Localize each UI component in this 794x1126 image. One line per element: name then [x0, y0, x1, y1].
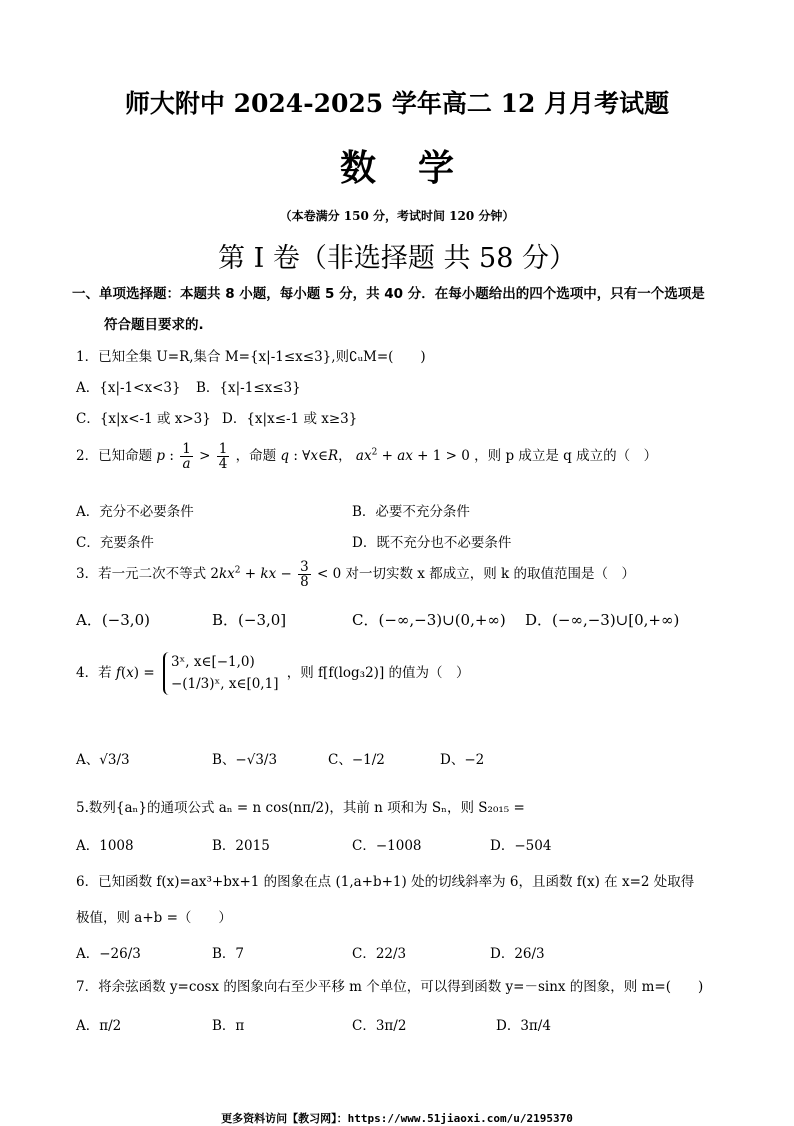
- q6-stem-line1: 6．已知函数 f(x)=ax³+bx+1 的图象在点 (1,a+b+1) 处的切线斜率为 6，且函数 f(x) 在 x=2 处取得: [76, 874, 695, 890]
- q5-option-a: A．1008: [76, 838, 134, 854]
- q2-option-d: D．既不充分也不必要条件: [352, 535, 512, 551]
- q5-stem: 5.数列{aₙ}的通项公式 aₙ = n cos(nπ/2)，其前 n 项和为 Sₙ，则 S₂₀₁₅ =: [76, 800, 525, 816]
- q7-option-d: D．3π/4: [496, 1018, 551, 1034]
- q7-option-b: B．π: [212, 1018, 245, 1034]
- exam-note: （本卷满分 150 分，考试时间 120 分钟）: [279, 209, 515, 223]
- q5-option-b: B．2015: [212, 838, 270, 854]
- q2-option-c: C．充要条件: [76, 535, 154, 551]
- q4-option-b: B、−√3/3: [212, 752, 278, 768]
- q2-option-b: B．必要不充分条件: [352, 504, 470, 520]
- q6-option-a: A．−26/3: [76, 946, 141, 962]
- q3-stem: 3．若一元二次不等式 $2kx^2$ + kx − $\frac{3}{8}$ < 0 对一切实数 x 都成立，则 k 的取值范围是（ ）: [76, 559, 635, 591]
- q6-option-b: B．7: [212, 946, 245, 962]
- q1-option-c: C．{x|x<-1 或 x>3}: [76, 411, 211, 427]
- q3-option-d: D．(−∞,−3)∪[0,+∞): [525, 611, 680, 629]
- volume-heading: 第 I 卷（非选择题 共 58 分）: [218, 243, 576, 274]
- q3-option-c: C．(−∞,−3)∪(0,+∞): [352, 611, 506, 629]
- q6-option-d: D．26/3: [490, 946, 545, 962]
- q4-option-a: A、√3/3: [76, 752, 130, 768]
- section-instruction-cont: 符合题目要求的.: [104, 317, 204, 333]
- q3-option-b: B．(−3,0]: [212, 611, 287, 629]
- q4-piecewise: 3ˣ, x∈[−1,0) −(1/3)ˣ, x∈[0,1]: [163, 652, 279, 695]
- q2-option-a: A．充分不必要条件: [76, 504, 194, 520]
- q3-option-a: A．(−3,0): [76, 611, 150, 629]
- subject-heading: 数学: [339, 147, 496, 189]
- q2-stem: 2．已知命题 p : $\frac{1}{a}$ > $\frac{1}{4}$ ，命题 q : ∀x∈R， $ax^2$ + ax + 1 > 0 ，则 p 成立是 q 成立的（ ）: [76, 441, 658, 473]
- q5-option-c: C．−1008: [352, 838, 422, 854]
- q5-option-d: D．−504: [490, 838, 552, 854]
- q4-option-c: C、−1/2: [328, 752, 385, 768]
- exam-title: 师大附中 2024-2025 学年高二 12 月月考试题: [124, 89, 670, 118]
- q4-option-d: D、−2: [440, 752, 485, 768]
- q1-option-b: B．{x|-1≤x≤3}: [196, 380, 301, 396]
- q1-stem: 1．已知全集 U=R,集合 M={x|-1≤x≤3},则∁ᵤM=( ): [76, 349, 426, 365]
- q4-stem: 4．若 f(x) = 3ˣ, x∈[−1,0) −(1/3)ˣ, x∈[0,1] ，则 f[f(log₃2)] 的值为（ ）: [76, 652, 470, 695]
- section-instruction: 一、单项选择题：本题共 8 小题，每小题 5 分，共 40 分．在每小题给出的四个选项中，只有一个选项是: [72, 286, 705, 302]
- q1-option-d: D．{x|x≤-1 或 x≥3}: [222, 411, 358, 427]
- q6-stem-line2: 极值，则 a+b =（ ）: [76, 910, 232, 926]
- q7-option-c: C．3π/2: [352, 1018, 407, 1034]
- q1-option-a: A．{x|-1<x<3}: [76, 380, 181, 396]
- footer-link[interactable]: 更多资料访问【教习网】：https://www.51jiaoxi.com/u/2195370: [221, 1112, 573, 1125]
- q7-stem: 7．将余弦函数 y=cosx 的图象向右至少平移 m 个单位，可以得到函数 y=－sinx 的图象，则 m=( ): [76, 979, 704, 995]
- q7-option-a: A．π/2: [76, 1018, 122, 1034]
- q6-option-c: C．22/3: [352, 946, 407, 962]
